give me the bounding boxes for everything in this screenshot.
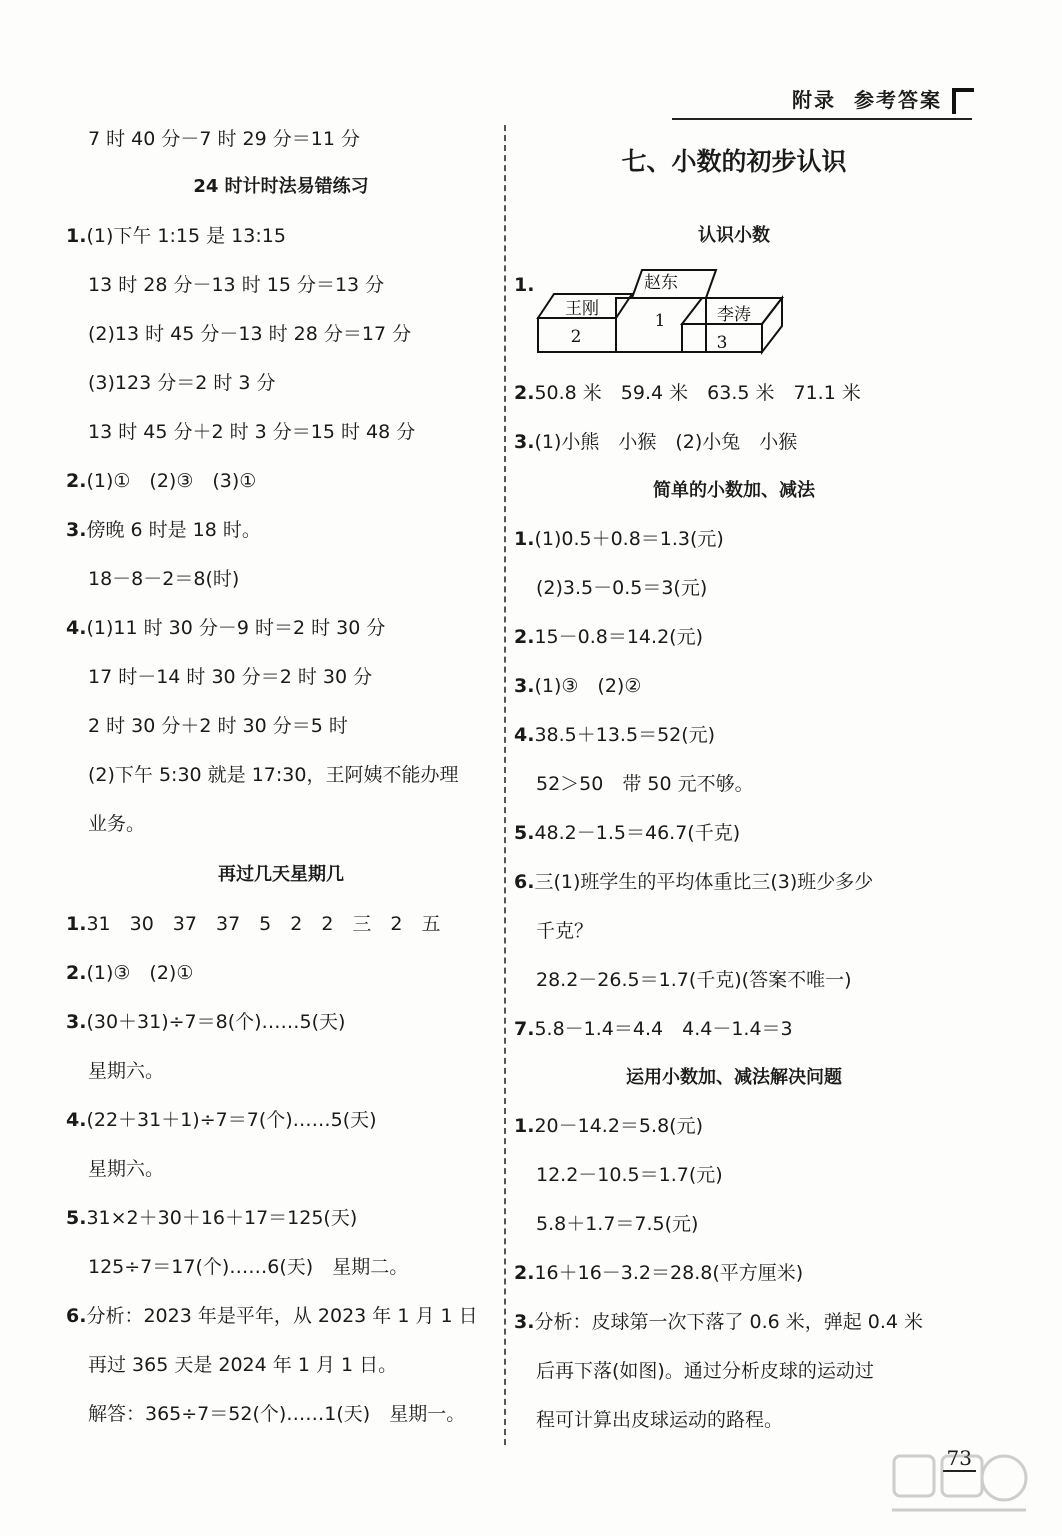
item-number: 2. <box>66 962 87 984</box>
item-number: 3. <box>514 675 535 697</box>
answer-line: 后再下落(如图)。通过分析皮球的运动过 <box>536 1360 874 1382</box>
answer-line: 12.2－10.5＝1.7(元) <box>536 1164 723 1186</box>
item-number: 3. <box>66 1011 87 1033</box>
item-number: 4. <box>514 724 535 746</box>
answer-line: 再过 365 天是 2024 年 1 月 1 日。 <box>88 1354 398 1376</box>
answer-line: 程可计算出皮球运动的路程。 <box>536 1409 784 1431</box>
answer-line <box>514 272 534 298</box>
answer-line: 13 时 28 分－13 时 15 分＝13 分 <box>88 274 385 296</box>
answer-line: 5.48.2－1.5＝46.7(千克) <box>514 822 741 844</box>
answer-line: 星期六。 <box>88 1158 165 1180</box>
podium-first-rank: 1 <box>654 311 666 331</box>
header-title: 参考答案 <box>854 87 942 112</box>
answer-line: 2.(1)① (2)③ (3)① <box>66 470 257 492</box>
podium-first-name: 赵东 <box>644 273 678 293</box>
answer-line: 4.(1)11 时 30 分－9 时＝2 时 30 分 <box>66 617 386 639</box>
answer-line: 1.20－14.2＝5.8(元) <box>514 1115 703 1137</box>
item-number: 4. <box>66 617 87 639</box>
answer-line: 星期六。 <box>88 1060 165 1082</box>
item-number: 5. <box>514 822 535 844</box>
item-number: 1. <box>514 274 535 296</box>
answer-line: 52＞50 带 50 元不够。 <box>536 773 754 795</box>
answer-line: 4.(22＋31＋1)÷7＝7(个)……5(天) <box>66 1109 377 1131</box>
answer-line: 千克？ <box>536 920 594 942</box>
answer-line: 3.(1)小熊 小猴 (2)小兔 小猴 <box>514 431 798 453</box>
header-corner-mark-icon <box>952 88 974 114</box>
item-number: 2. <box>514 382 535 404</box>
item-number: 6. <box>514 871 535 893</box>
page-header <box>792 78 974 118</box>
item-number: 7. <box>514 1018 535 1040</box>
answer-line: 2.15－0.8＝14.2(元) <box>514 626 703 648</box>
page-number: 73 <box>943 1446 976 1472</box>
answer-line: 125÷7＝17(个)……6(天) 星期二。 <box>88 1256 409 1278</box>
answer-line: (3)123 分＝2 时 3 分 <box>88 372 276 394</box>
section-heading-decimal-addsub: 简单的小数加、减法 <box>653 480 815 501</box>
item-number: 5. <box>66 1207 87 1229</box>
answer-line: 5.31×2＋30＋16＋17＝125(天) <box>66 1207 358 1229</box>
answer-line: 7 时 40 分－7 时 29 分＝11 分 <box>88 128 360 150</box>
podium-third-name: 李涛 <box>717 305 751 325</box>
answer-line: (2)3.5－0.5＝3(元) <box>536 577 708 599</box>
answer-line: (2)下午 5:30 就是 17:30，王阿姨不能办理 <box>88 764 459 786</box>
section-heading-24h: 24 时计时法易错练习 <box>193 176 369 197</box>
answer-line: 6.三(1)班学生的平均体重比三(3)班少多少 <box>514 871 874 893</box>
item-number: 1. <box>66 225 87 247</box>
item-number: 1. <box>66 913 87 935</box>
answer-line: 3.(1)③ (2)② <box>514 675 642 697</box>
answer-line: 1.(1)0.5＋0.8＝1.3(元) <box>514 528 724 550</box>
chapter-title: 七、小数的初步认识 <box>621 147 847 176</box>
answer-line: 2.16＋16－3.2＝28.8(平方厘米) <box>514 1262 804 1284</box>
item-number: 6. <box>66 1305 87 1327</box>
answer-line: 2.(1)③ (2)① <box>66 962 194 984</box>
section-heading-decimals: 认识小数 <box>698 225 770 246</box>
answer-line: 18－8－2＝8(时) <box>88 568 240 590</box>
column-divider <box>504 125 506 1445</box>
item-number: 1. <box>514 1115 535 1137</box>
item-number: 3. <box>66 519 87 541</box>
answer-line: 17 时－14 时 30 分＝2 时 30 分 <box>88 666 373 688</box>
answer-line: 2.50.8 米 59.4 米 63.5 米 71.1 米 <box>514 382 861 404</box>
answer-line: 6.分析：2023 年是平年，从 2023 年 1 月 1 日 <box>66 1305 478 1327</box>
item-number: 2. <box>514 1262 535 1284</box>
section-heading-word-problems: 运用小数加、减法解决问题 <box>626 1067 842 1088</box>
header-rule <box>672 118 972 120</box>
answer-line: 3.(30＋31)÷7＝8(个)……5(天) <box>66 1011 346 1033</box>
answer-line: 3.分析：皮球第一次下落了 0.6 米，弹起 0.4 米 <box>514 1311 924 1333</box>
podium-second-name: 王刚 <box>565 299 599 319</box>
header-section: 附录 <box>792 87 836 112</box>
answer-line: 5.8＋1.7＝7.5(元) <box>536 1213 699 1235</box>
item-number: 2. <box>514 626 535 648</box>
podium-diagram <box>536 268 786 358</box>
answer-line: 4.38.5＋13.5＝52(元) <box>514 724 716 746</box>
item-number: 1. <box>514 528 535 550</box>
item-number: 2. <box>66 470 87 492</box>
answer-line: (2)13 时 45 分－13 时 28 分＝17 分 <box>88 323 412 345</box>
podium-figure <box>536 268 786 358</box>
answer-line: 2 时 30 分＋2 时 30 分＝5 时 <box>88 715 348 737</box>
podium-third-rank: 3 <box>716 333 728 353</box>
section-heading-weekday: 再过几天星期几 <box>218 864 344 885</box>
answer-line: 1.31 30 37 37 5 2 2 三 2 五 <box>66 913 441 935</box>
answer-line: 7.5.8－1.4＝4.4 4.4－1.4＝3 <box>514 1018 793 1040</box>
item-number: 3. <box>514 431 535 453</box>
answer-line: 3.傍晚 6 时是 18 时。 <box>66 519 261 541</box>
answer-line: 1.(1)下午 1:15 是 13:15 <box>66 225 286 247</box>
item-number: 4. <box>66 1109 87 1131</box>
answer-line: 28.2－26.5＝1.7(千克)(答案不唯一) <box>536 969 852 991</box>
answer-line: 13 时 45 分＋2 时 3 分＝15 时 48 分 <box>88 421 416 443</box>
podium-second-rank: 2 <box>570 327 582 347</box>
answer-line: 业务。 <box>88 813 146 835</box>
watermark-logo-icon <box>884 1438 1034 1528</box>
item-number: 3. <box>514 1311 535 1333</box>
answer-line: 解答：365÷7＝52(个)……1(天) 星期一。 <box>88 1403 466 1425</box>
